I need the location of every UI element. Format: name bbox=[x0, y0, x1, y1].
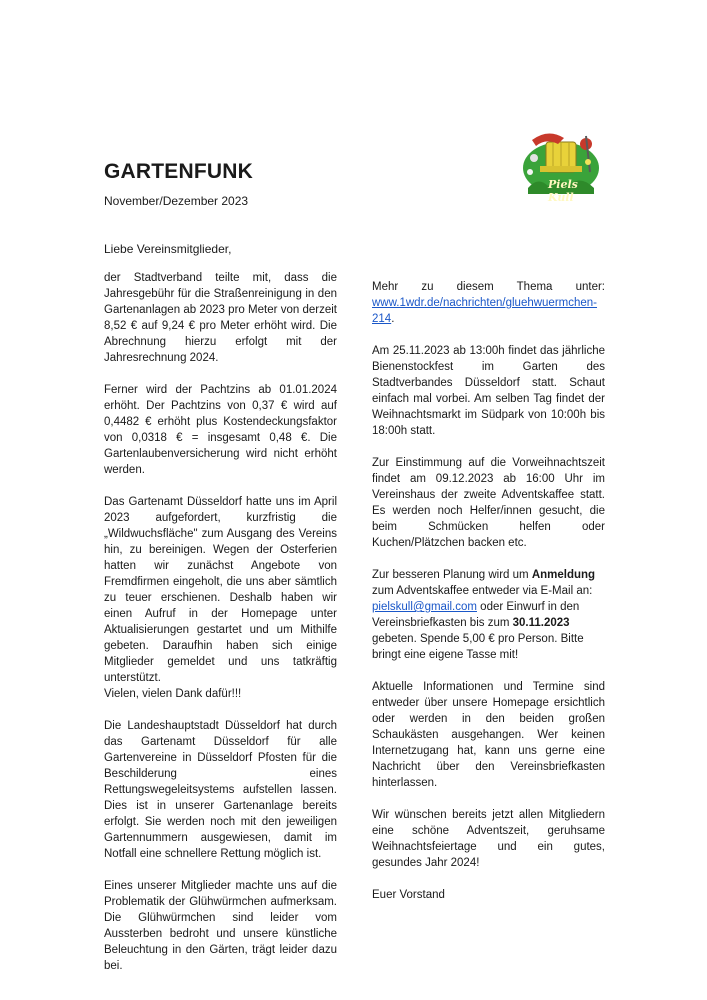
paragraph-fireflies: Eines unserer Mitglieder machte uns auf die Problematik der Glühwürmchen aufmerksam. Die Glühwürmchen sind leider vom Aussterben bedroht und unsere künstliche Beleuchtung in den Gärten, trägt leider dazu bei. bbox=[104, 880, 337, 972]
paragraph-wishes: Wir wünschen bereits jetzt allen Mitgliedern eine schöne Adventszeit, geruhsame Weihnachtsfeiertage und ein gutes, gesundes Jahr 2024! bbox=[372, 809, 605, 869]
paragraph-wild-growth-area bbox=[104, 494, 337, 702]
paragraph-advent-coffee: Zur Einstimmung auf die Vorweihnachtszeit findet am 09.12.2023 ab 16:00 Uhr im Vereinshaus der zweite Adventskaffee statt. Es werden noch Helfer/innen gesucht, die beim Schmücken helfen oder Kuchen/Plätzchen backen etc. bbox=[372, 457, 605, 549]
email-link[interactable]: pielskull@gmail.com bbox=[372, 601, 477, 613]
signature: Euer Vorstand bbox=[372, 889, 445, 901]
paragraph-street-cleaning-fee: der Stadtverband teilte mit, dass die Jahresgebühr für die Straßenreinigung in den Gartenanlagen ab 2023 pro Meter von derzeit 8,52 € auf 9,24 € pro Meter erhöht wird. Die Abrechnung hierzu erfolgt mit der Jahresrechnung 2024. bbox=[104, 272, 337, 364]
paragraph-rescue-signs: Die Landeshauptstadt Düsseldorf hat durch das Gartenamt Düsseldorf für alle Gartenvereine in Düsseldorf Pfosten für die Beschilderung eines Rettungswegeleitsystems aufstellen lassen. Dies ist in unserer Gartenanlage bereits erfolgt. Sie werden noch mit den jeweiligen Gartennummern ausgewiesen, damit im Notfall eine schnellere Rettung möglich ist. bbox=[104, 720, 337, 860]
paragraph-information: Aktuelle Informationen und Termine sind entweder über unsere Homepage ersichtlich oder werden in den beiden großen Schaukästen ausgehangen. Wer keinen Internetzugang hat, kann uns gerne eine Nachricht über den Vereinsbriefkasten hinterlassen. bbox=[372, 681, 605, 789]
newsletter-issue-date: November/Dezember 2023 bbox=[104, 194, 249, 208]
thanks-text: Vielen, vielen Dank dafür!!! bbox=[104, 688, 242, 700]
wild-growth-text: Das Gartenamt Düsseldorf hatte uns im April 2023 aufgefordert, kurzfristig die „Wildwuchsfläche" zum Ausgang des Vereins hin, zu bereinigen. Wegen der Osterferien hatten wir zunächst Angebote von Fremdfirmen eingeholt, die uns aber sämtlich zu teuer erschienen. Deshalb haben wir einen Aufruf in der Homepage unter Aktualisierungen gestartet und um Mithilfe gebeten. Daraufhin haben sich einige Mitglieder gemeldet und uns tatkräftig unterstützt. bbox=[104, 496, 337, 684]
left-column bbox=[104, 270, 337, 990]
registration-text-a: Zur besseren Planung wird um bbox=[372, 569, 532, 581]
registration-text-d: gebeten. Spende 5,00 € pro Person. Bitte bringt eine eigene Tasse mit! bbox=[372, 633, 584, 661]
club-logo bbox=[518, 128, 604, 204]
logo-text: Piels Kull bbox=[548, 178, 578, 204]
firefly-link[interactable]: www.1wdr.de/nachrichten/gluehwuermchen-214 bbox=[372, 297, 598, 325]
registration-bold: Anmeldung bbox=[531, 569, 596, 581]
registration-deadline: 30.11.2023 bbox=[512, 617, 570, 629]
right-column bbox=[372, 279, 605, 919]
registration-text-b: zum Adventskaffee entweder via E-Mail an: bbox=[372, 585, 593, 597]
paragraph-firefly-link bbox=[372, 279, 605, 327]
registration-text-c: oder Einwurf in den Vereinsbriefkasten bis zum bbox=[372, 601, 580, 629]
paragraph-beehive-fest: Am 25.11.2023 ab 13:00h findet das jährliche Bienenstockfest im Garten des Stadtverbandes Düsseldorf statt. Schaut einfach mal vorbei. Am selben Tag findet der Weihnachtsmarkt im Südpark von 10:00h bis 18:00h statt. bbox=[372, 345, 605, 437]
firefly-link-intro: Mehr zu diesem Thema unter: bbox=[372, 281, 605, 293]
firefly-link-end: . bbox=[391, 313, 395, 325]
paragraph-registration bbox=[372, 567, 605, 663]
newsletter-title: GARTENFUNK bbox=[104, 160, 253, 183]
paragraph-lease-interest: Ferner wird der Pachtzins ab 01.01.2024 erhöht. Der Pachtzins von 0,37 € wird auf 0,4482 € erhöht plus Kostendeckungsfaktor von 0,0318 € = insgesamt 0,48 €. Die Gartenlaubenversicherung wird nicht erhöht werden. bbox=[104, 384, 337, 476]
greeting: Liebe Vereinsmitglieder, bbox=[104, 242, 232, 256]
